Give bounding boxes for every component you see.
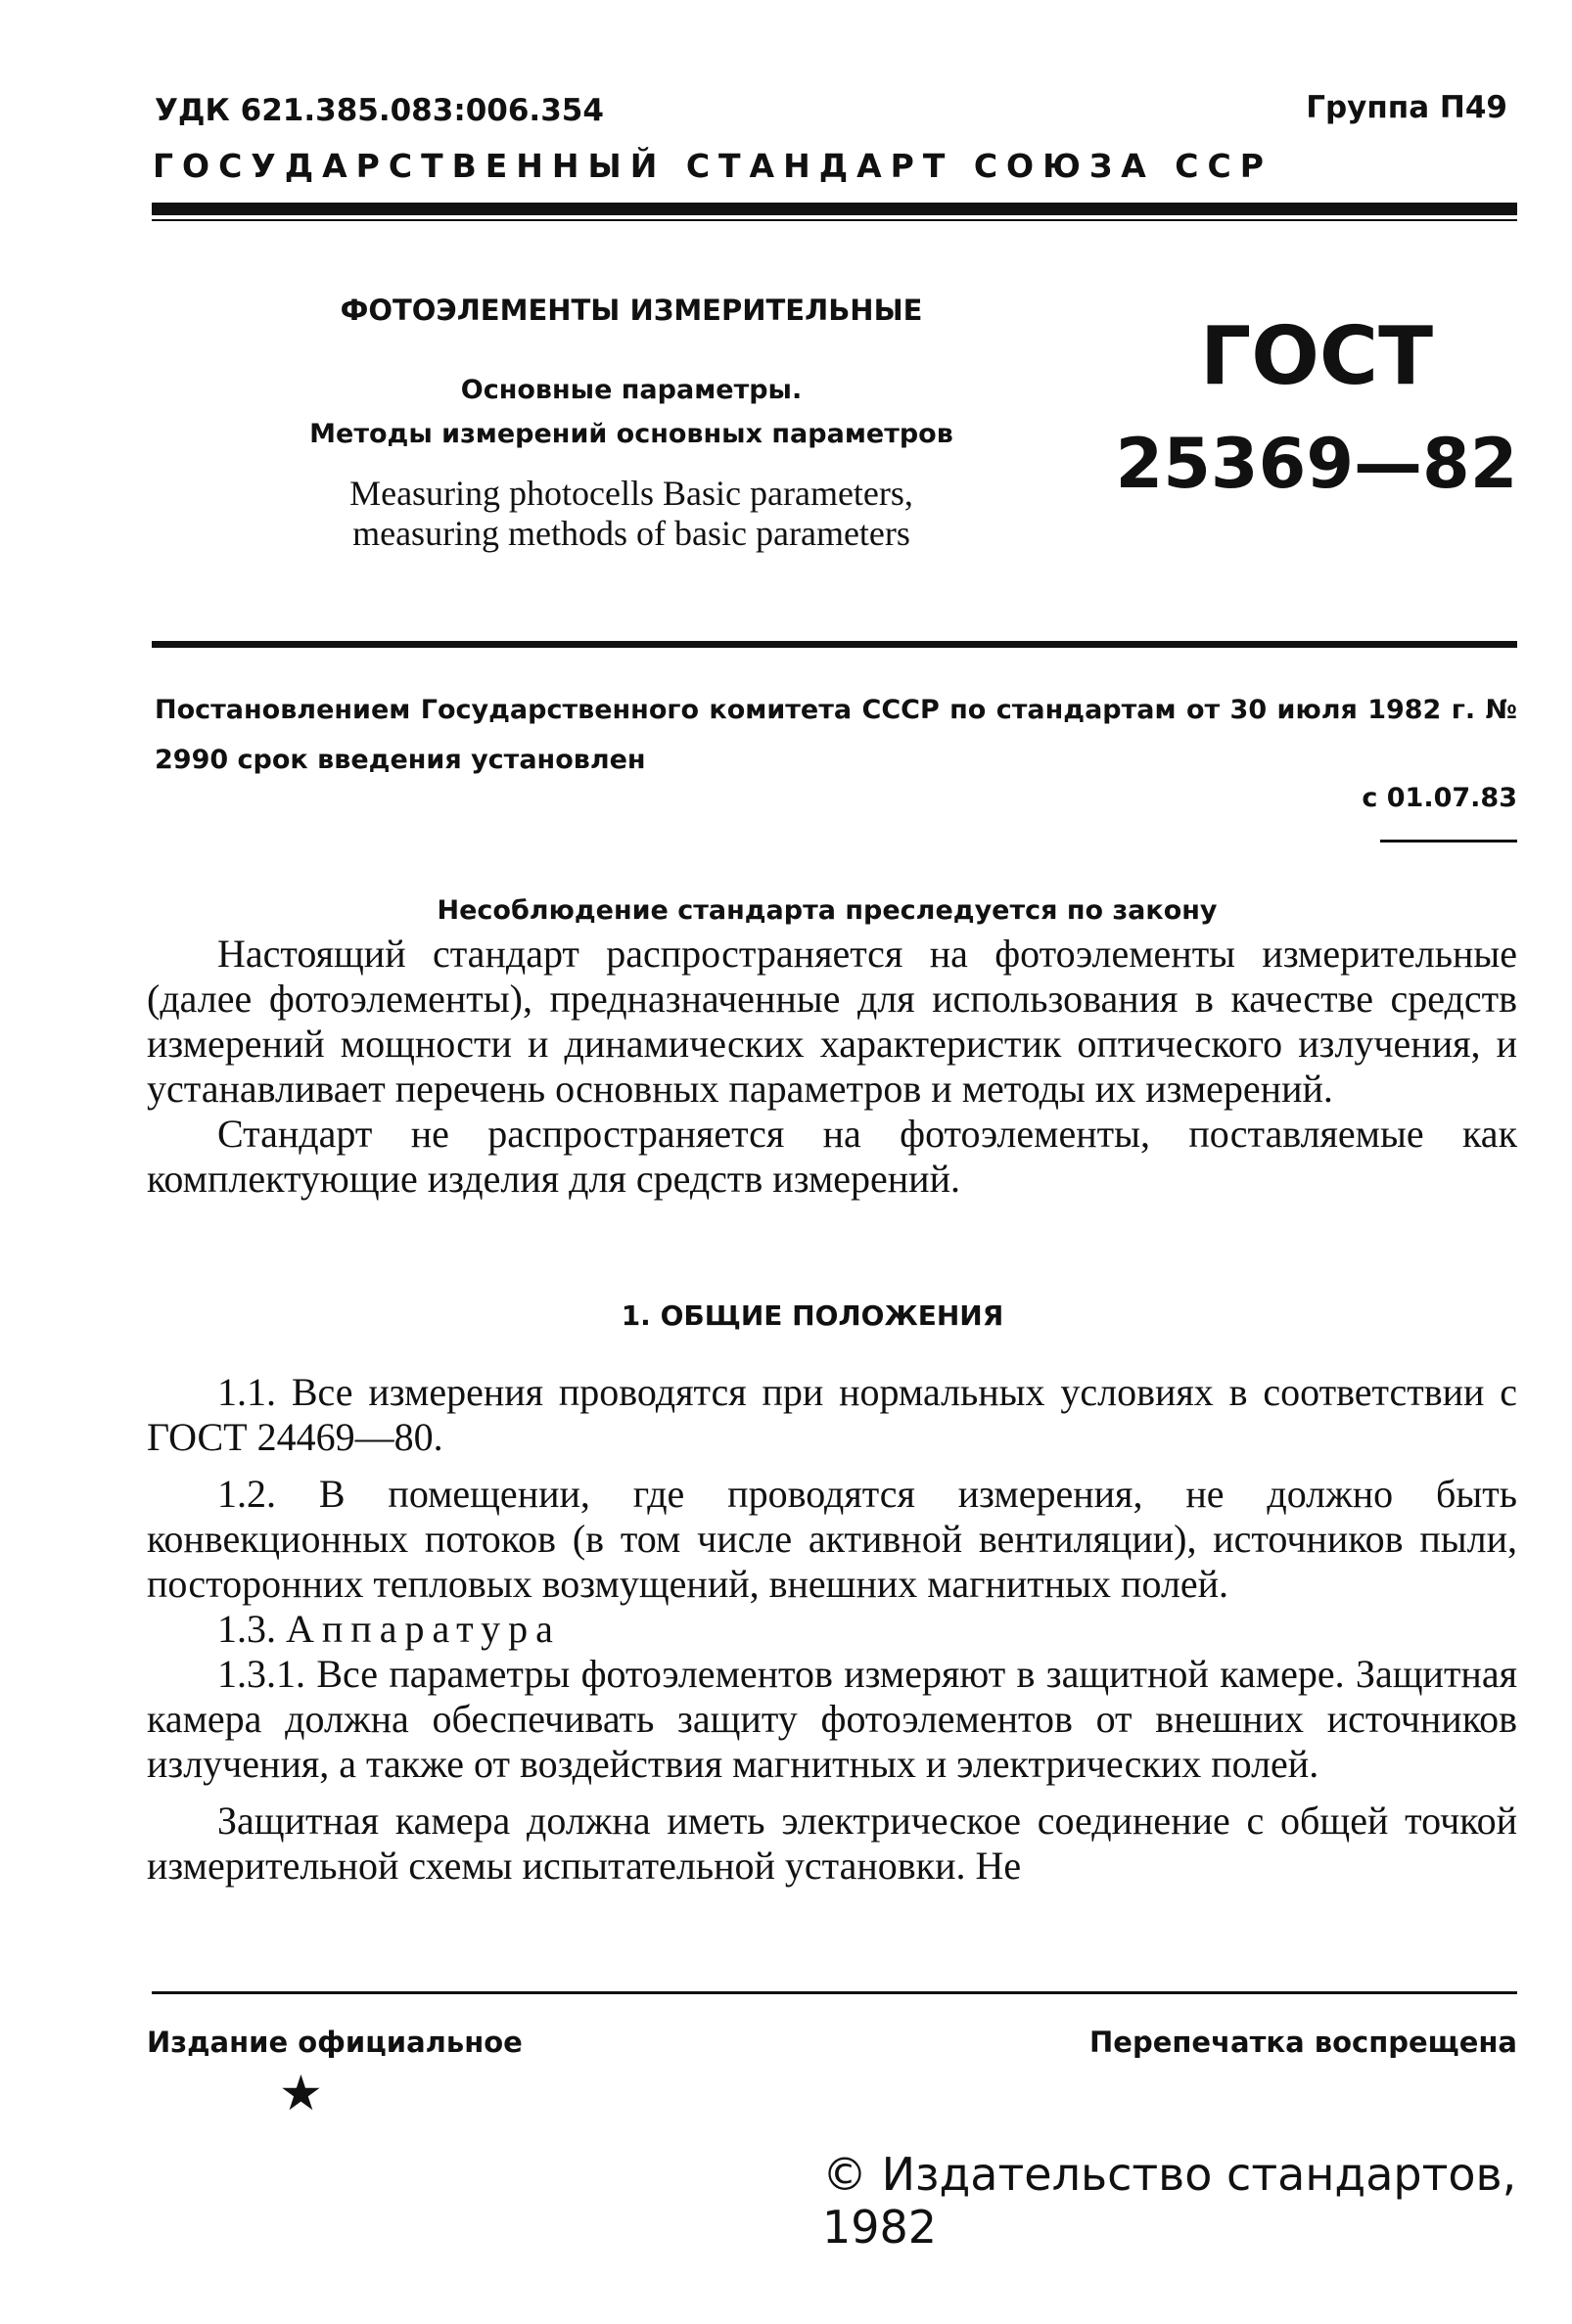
gost-designation [1106, 310, 1527, 505]
gost-number: 25369—82 [1115, 424, 1518, 505]
star-icon: ★ [279, 2066, 323, 2120]
subtitle-line-1: Основные параметры. [460, 375, 803, 405]
title-block [245, 294, 1018, 554]
udk-code: УДК 621.385.083:006.354 [155, 93, 604, 128]
section-text [147, 1370, 1517, 1889]
intro-paragraph-1: Настоящий стандарт распространяется на фотоэлементы измерительные (далее фотоэлементы), предназначенные для использования в качестве средств измерений мощности и динамических характеристик оптического излучения, и устанавливает перечень основных параметров и методы их измерений. [147, 932, 1517, 1111]
gost-label: ГОСТ [1199, 310, 1434, 403]
clause-1-2: 1.2. В помещении, где проводятся измерения, не должно быть конвекционных потоков (в том числе активной вентиляции), источников пыли, посторонних тепловых возмущений, внешних магнитных полей. [147, 1472, 1517, 1606]
document-subtitle [245, 368, 1018, 456]
english-title [245, 474, 1018, 554]
clause-1-3-1: 1.3.1. Все параметры фотоэлементов измеряют в защитной камере. Защитная камера должна обеспечивать защиту фотоэлементов от внешних источников излучения, а также от воздействия магнитных и электрических полей. [147, 1652, 1517, 1786]
top-rule-thin [152, 219, 1517, 221]
clause-1-3-title: Аппаратура [286, 1607, 561, 1651]
group-code: Группа П49 [1306, 90, 1507, 125]
intro-paragraph-2: Стандарт не распространяется на фотоэлементы, поставляемые как комплектующие изделия для средств измерений. [147, 1112, 1517, 1201]
intro-text [147, 932, 1517, 1202]
official-edition: Издание официальное [147, 2026, 523, 2059]
clause-1-1: 1.1. Все измерения проводятся при нормальных условиях в соответствии с ГОСТ 24469—80. [147, 1370, 1517, 1459]
copyright-notice: © Издательство стандартов, 1982 [822, 2148, 1517, 2254]
effective-date-rule [1380, 840, 1517, 843]
english-title-line-2: measuring methods of basic parameters [352, 514, 910, 553]
state-standard-banner: ГОСУДАРСТВЕННЫЙ СТАНДАРТ СОЮЗА ССР [153, 147, 1272, 185]
decree-text: Постановлением Государственного комитета СССР по стандартам от 30 июля 1982 г. № 2990 срок введения установлен [155, 695, 1517, 775]
subtitle-line-2: Методы измерений основных параметров [309, 419, 953, 449]
section-heading: 1. ОБЩИЕ ПОЛОЖЕНИЯ [621, 1299, 1004, 1332]
clause-1-3-number: 1.3. [217, 1607, 276, 1651]
chamber-paragraph: Защитная камера должна иметь электрическое соединение с общей точкой измерительной схемы испытательной установки. Не [147, 1799, 1517, 1888]
document-title: ФОТОЭЛЕМЕНТЫ ИЗМЕРИТЕЛЬНЫЕ [340, 294, 923, 327]
clause-1-3 [147, 1607, 1517, 1652]
violation-notice: Несоблюдение стандарта преследуется по закону [437, 895, 1218, 926]
middle-rule [152, 641, 1517, 648]
english-title-line-1: Measuring photocells Basic parameters, [349, 474, 913, 513]
reprint-notice: Перепечатка воспрещена [1089, 2026, 1517, 2059]
bottom-rule [152, 1991, 1517, 1994]
effective-date: с 01.07.83 [1362, 783, 1517, 813]
top-rule [152, 203, 1517, 215]
